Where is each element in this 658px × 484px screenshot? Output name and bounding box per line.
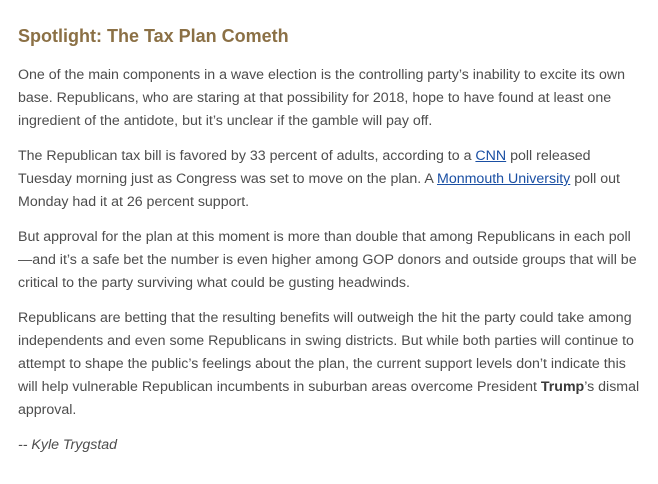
paragraph-poll-results [18, 145, 642, 214]
paragraph-text: poll released Tuesday morning just as Congress was set to move on the plan. A [18, 148, 591, 187]
monmouth-poll-link[interactable]: Monmouth University [437, 171, 571, 187]
paragraph-republican-approval: But approval for the plan at this moment is more than double that among Republicans in each poll—and it’s a safe bet the number is even higher among GOP donors and outside groups that will be critical to the party surviving what could be gusting headwinds. [18, 229, 637, 291]
paragraph-republican-bet [18, 307, 642, 422]
author-signature: -- Kyle Trygstad [18, 437, 118, 453]
paragraph-text: Republicans are betting that the resulting benefits will outweigh the hit the party could take among independents and even some Republicans in swing districts. But while both parties will continue to attempt to shape the public’s feelings about the plan, the current support levels don’t indicate this will help vulnerable Republican incumbents in suburban areas overcome President [18, 310, 634, 395]
paragraph-text: poll out Monday had it at 26 percent support. [18, 171, 620, 210]
paragraph-text: ’s dismal approval. [18, 379, 640, 418]
paragraph-text: The Republican tax bill is favored by 33 percent of adults, according to a [18, 148, 476, 164]
trump-name: Trump [540, 379, 585, 395]
paragraph-wave-election: One of the main components in a wave election is the controlling party’s inability to excite its own base. Republicans, who are staring at that possibility for 2018, hope to have found at least one ingredient of the antidote, but it’s unclear if the gamble will pay off. [18, 67, 625, 129]
cnn-poll-link[interactable]: CNN [475, 148, 507, 164]
article-headline: Spotlight: The Tax Plan Cometh [18, 26, 289, 46]
